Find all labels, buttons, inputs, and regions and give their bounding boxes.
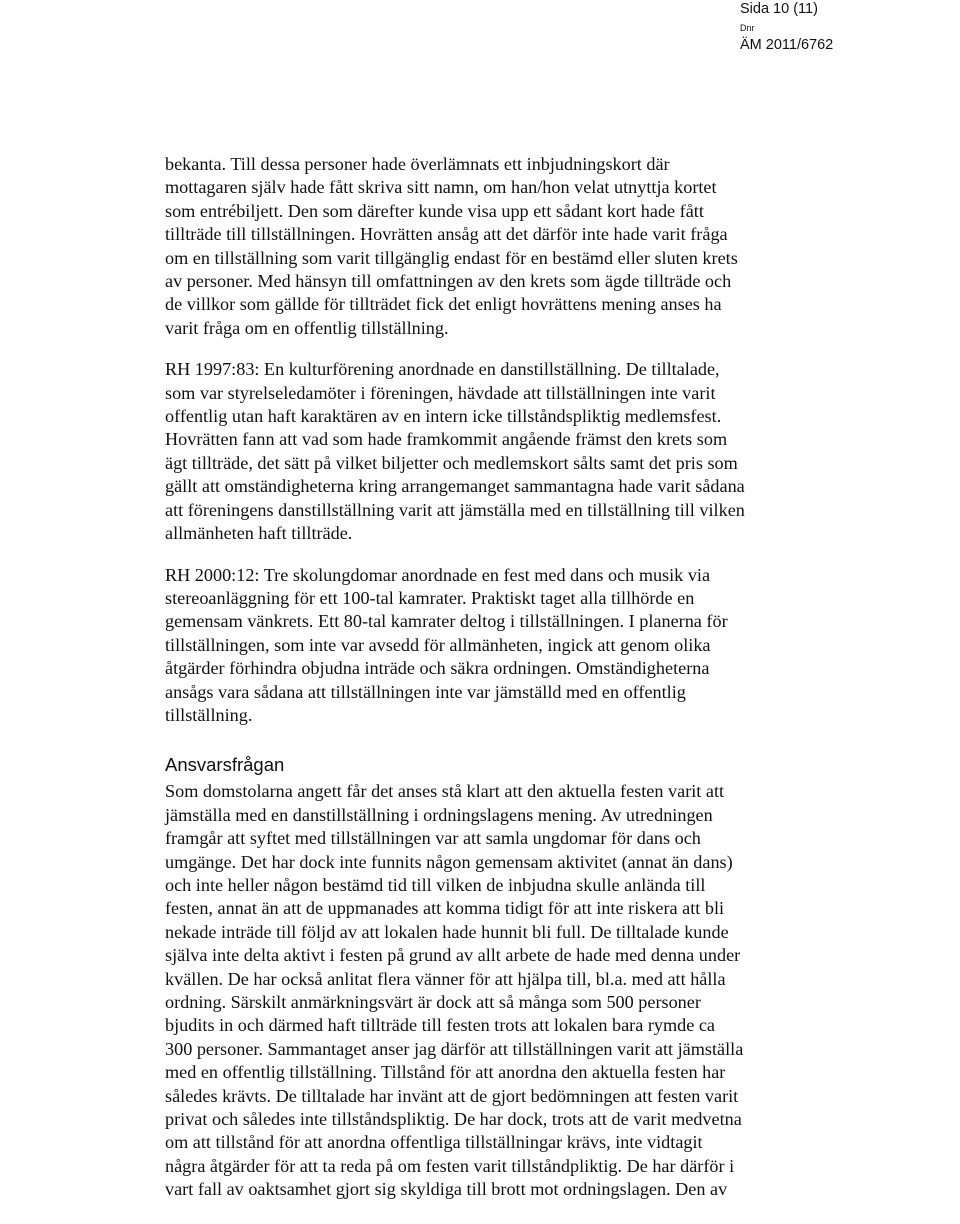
text-line: ägt tillträde, det sätt på vilket biljetter och medlemskort sålts samt det pris som: [165, 452, 738, 473]
page-number: Sida 10 (11): [740, 1, 818, 17]
text-line: stereoanläggning för ett 100-tal kamrater. Praktiskt taget alla tillhörde en: [165, 587, 695, 608]
document-body: [165, 153, 825, 1202]
text-line: privat och således inte tillståndspliktig. De har dock, trots att de varit medvetna: [165, 1109, 742, 1130]
text-line: de villkor som gällde för tillträdet fick det enligt hovrättens mening anses ha: [165, 294, 722, 315]
text-line: kvällen. De har också anlitat flera vänner för att hjälpa till, bl.a. med att hålla: [165, 968, 726, 989]
text-line: om att tillstånd för att anordna offentliga tillställningar krävs, inte vidtagit: [165, 1132, 703, 1153]
paragraph-ansvarsfragan: [165, 780, 825, 1201]
dnr-label: Dnr: [740, 23, 755, 33]
text-line: allmänheten haft tillträde.: [165, 523, 353, 544]
text-line: offentlig utan haft karaktären av en intern icke tillståndspliktig medlemsfest.: [165, 406, 722, 427]
text-line: av personer. Med hänsyn till omfattningen av den krets som ägde tillträde och: [165, 271, 732, 292]
text-line: bekanta. Till dessa personer hade överlämnats ett inbjudningskort där: [165, 154, 670, 174]
case-number: ÄM 2011/6762: [740, 37, 834, 53]
text-line: själva inte delta aktivt i festen på grund av allt arbete de hade med denna under: [165, 945, 741, 966]
text-line: med en offentlig tillställning. Tillstånd för att anordna den aktuella festen har: [165, 1062, 726, 1083]
text-line: som entrébiljett. Den som därefter kunde visa upp ett sådant kort hade fått: [165, 200, 704, 221]
text-line: tillträde till tillställningen. Hovrätten ansåg att det därför inte hade varit fråga: [165, 224, 728, 245]
text-line: om en tillställning som varit tillgänglig endast för en bestämd eller sluten krets: [165, 247, 738, 268]
text-line: och inte heller någon bestämd tid till vilken de inbjudna skulle anlända till: [165, 874, 706, 895]
paragraph-rh-2000-12: [165, 564, 825, 728]
text-line: varit fråga om en offentlig tillställning.: [165, 317, 449, 338]
text-line: gällt att omständigheterna kring arrangemanget sammantagna hade varit sådana: [165, 476, 745, 497]
text-line: jämställa med en danstillställning i ordningslagens mening. Av utredningen: [165, 804, 713, 825]
text-line: umgänge. Det har dock inte funnits någon gemensam aktivitet (annat än dans): [165, 851, 733, 872]
text-line: 300 personer. Sammantaget anser jag därför att tillställningen varit att jämställa: [165, 1038, 744, 1059]
text-line: som var styrelseledamöter i föreningen, hävdade att tillställningen inte varit: [165, 382, 716, 403]
text-line: några åtgärder för att ta reda på om festen varit tillståndpliktig. De har därför i: [165, 1155, 735, 1176]
text-line: ordning. Särskilt anmärkningsvärt är dock att så många som 500 personer: [165, 992, 701, 1012]
text-line: framgår att syftet med tillställningen var att samla ungdomar för dans och: [165, 828, 701, 849]
text-line: mottagaren själv hade fått skriva sitt namn, om han/hon velat utnyttja kortet: [165, 177, 717, 198]
text-line: tillställningen, som inte var avsedd för allmänheten, ingick att genom olika: [165, 634, 711, 655]
text-line: åtgärder förhindra objudna inträde och säkra ordningen. Omständigheterna: [165, 658, 710, 679]
section-heading: Ansvarsfrågan: [165, 754, 285, 776]
text-line: Hovrätten fann att vad som hade framkommit angående främst den krets som: [165, 429, 728, 450]
text-line: gemensam vänkrets. Ett 80-tal kamrater deltog i tillställningen. I planerna för: [165, 611, 728, 632]
text-line: Som domstolarna angett får det anses stå klart att den aktuella festen varit att: [165, 781, 725, 802]
text-line: således krävts. De tilltalade har invänt att de gjort bedömningen att festen varit: [165, 1085, 739, 1106]
paragraph-rh-1997-83: [165, 358, 825, 545]
text-line: festen, annat än att de uppmanades att komma tidigt för att inte riskera att bli: [165, 898, 725, 919]
text-line: att föreningens danstillställning varit att jämställa med en tillställning till vilken: [165, 499, 745, 520]
text-line: RH 2000:12: Tre skolungdomar anordnade en fest med dans och musik via: [165, 564, 711, 585]
text-line: nekade inträde till följd av att lokalen hade hunnit bli full. De tilltalade kunde: [165, 921, 729, 942]
text-line: tillställning.: [165, 704, 253, 725]
text-line: vart fall av oaktsamhet gjort sig skyldiga till brott mot ordningslagen. Den av: [165, 1179, 728, 1200]
text-line: ansågs vara sådana att tillställningen inte var jämställd med en offentlig: [165, 681, 686, 702]
paragraph-1: [165, 153, 825, 340]
text-line: bjudits in och därmed haft tillträde till festen trots att lokalen bara rymde ca: [165, 1015, 715, 1036]
text-line: RH 1997:83: En kulturförening anordnade en danstillställning. De tilltalade,: [165, 359, 720, 380]
